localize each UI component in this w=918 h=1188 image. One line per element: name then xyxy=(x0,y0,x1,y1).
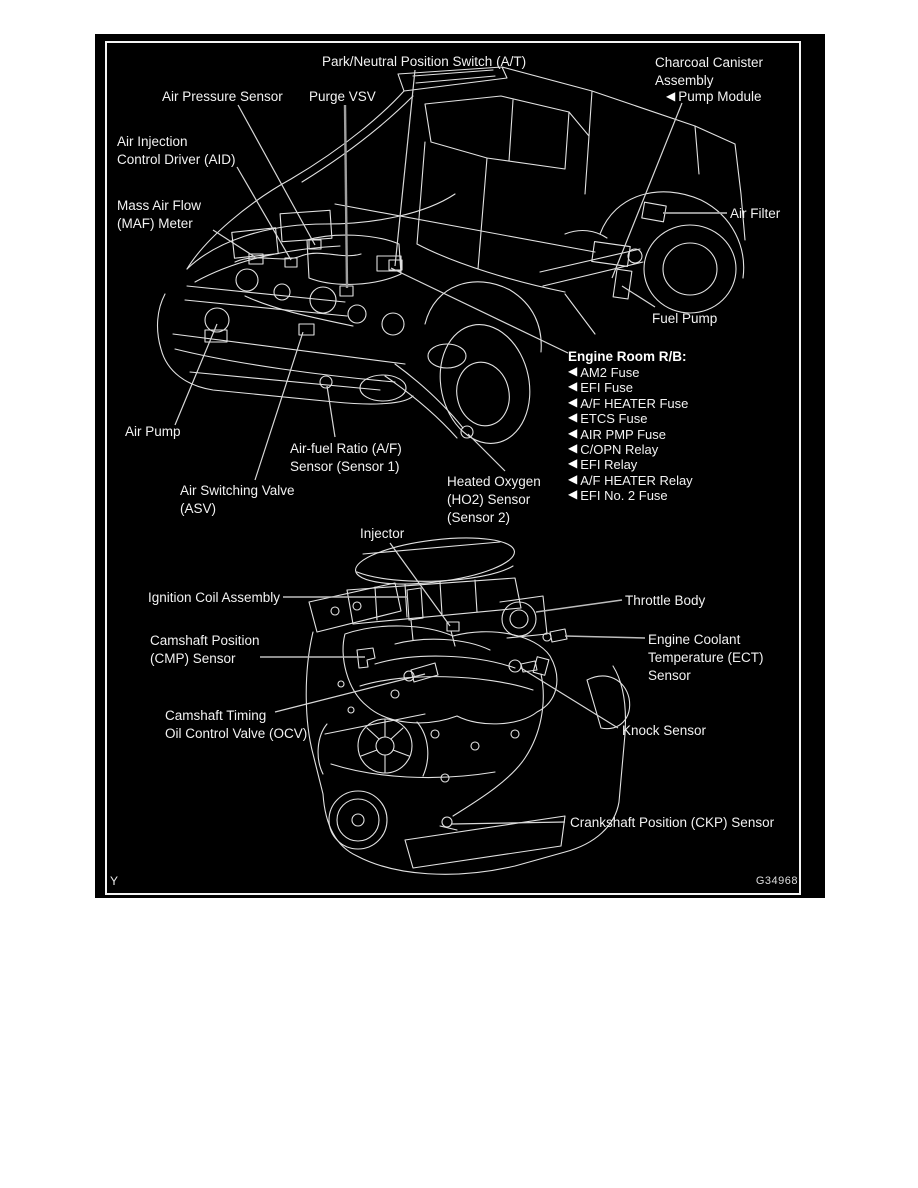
asv-part xyxy=(299,324,314,335)
ect-sensor-part xyxy=(550,629,567,642)
ignition-coil-part xyxy=(407,588,423,620)
rb-item-af-heater-relay: ◀ A/F HEATER Relay xyxy=(568,471,693,488)
leader-throttle-body xyxy=(536,600,622,612)
ocv-part xyxy=(411,663,438,682)
leader-ckp xyxy=(452,822,565,824)
label-purge-vsv: Purge VSV xyxy=(309,89,376,104)
left-pointer-icon: ◀ xyxy=(666,89,676,103)
label-knock-sensor: Knock Sensor xyxy=(622,723,707,738)
label-crankshaft-position-sensor: Crankshaft Position (CKP) Sensor xyxy=(570,815,775,830)
label-charcoal-canister-assembly: Charcoal Canister Assembly xyxy=(655,55,764,88)
corner-mark-y: Y xyxy=(110,874,119,888)
engine-room-rb-title: Engine Room R/B: xyxy=(568,349,687,364)
rb-item-am2-fuse: ◀ AM2 Fuse xyxy=(568,364,640,380)
leader-ho2 xyxy=(468,434,505,471)
leader-knock xyxy=(521,668,618,728)
label-air-injection-control-driver: Air Injection Control Driver (AID) xyxy=(117,134,236,167)
cmp-sensor-part xyxy=(357,648,375,668)
rb-item-efi-relay: ◀ EFI Relay xyxy=(568,456,638,473)
left-pointer-icon: ◀ xyxy=(568,425,578,440)
label-air-pressure-sensor: Air Pressure Sensor xyxy=(162,89,283,104)
rb-item-copn-relay: ◀ C/OPN Relay xyxy=(568,441,659,458)
rb-item-etcs-fuse: ◀ ETCS Fuse xyxy=(568,410,648,427)
label-fuel-pump: Fuel Pump xyxy=(652,311,718,326)
rb-item-air-pmp-fuse: ◀ AIR PMP Fuse xyxy=(568,425,666,442)
left-pointer-icon: ◀ xyxy=(568,456,578,471)
left-pointer-icon: ◀ xyxy=(568,471,578,486)
label-injector: Injector xyxy=(360,526,405,541)
rb-item-efi-fuse: ◀ EFI Fuse xyxy=(568,379,633,396)
label-air-pump: Air Pump xyxy=(125,424,181,439)
label-pump-module: ◀ Pump Module xyxy=(666,89,762,104)
throttle-body-part xyxy=(502,602,536,636)
label-park-neutral-position-switch: Park/Neutral Position Switch (A/T) xyxy=(322,54,527,69)
label-camshaft-position-sensor: Camshaft Position (CMP) Sensor xyxy=(150,633,260,666)
rb-item-af-heater-fuse: ◀ A/F HEATER Fuse xyxy=(568,394,689,411)
leader-ect xyxy=(565,636,645,638)
af-sensor-part xyxy=(320,376,332,388)
fuel-pump-part xyxy=(613,269,632,299)
ckp-sensor-part xyxy=(442,817,452,827)
leader-fuel-pump xyxy=(622,286,655,307)
air-pump-part xyxy=(205,308,229,332)
label-mass-air-flow-meter: Mass Air Flow (MAF) Meter xyxy=(117,198,202,231)
air-filter-part xyxy=(642,202,666,222)
left-pointer-icon: ◀ xyxy=(568,379,578,394)
label-engine-coolant-temperature-sensor: Engine Coolant Temperature (ECT) Sensor xyxy=(648,632,764,683)
diagram-black-panel xyxy=(95,34,825,898)
leader-engine-room-rb xyxy=(391,268,568,353)
leader-air-pressure xyxy=(238,105,315,245)
label-air-switching-valve: Air Switching Valve (ASV) xyxy=(180,483,295,516)
label-heated-oxygen-sensor: Heated Oxygen (HO2) Sensor (Sensor 2) xyxy=(447,474,541,525)
left-pointer-icon: ◀ xyxy=(568,410,578,425)
knock-sensor-part xyxy=(509,660,521,672)
leader-park-neutral xyxy=(395,70,415,266)
leader-af-sensor xyxy=(327,386,335,437)
left-pointer-icon: ◀ xyxy=(568,394,578,409)
left-pointer-icon: ◀ xyxy=(568,364,578,378)
figure-code: G34968 xyxy=(755,875,798,887)
label-ignition-coil-assembly: Ignition Coil Assembly xyxy=(148,590,281,605)
rb-item-efi-no2-fuse: ◀ EFI No. 2 Fuse xyxy=(568,487,668,504)
label-air-fuel-ratio-sensor: Air-fuel Ratio (A/F) Sensor (Sensor 1) xyxy=(290,441,402,474)
label-air-filter: Air Filter xyxy=(730,206,781,221)
leader-purge-vsv xyxy=(345,105,347,288)
left-pointer-icon: ◀ xyxy=(568,441,578,456)
label-throttle-body: Throttle Body xyxy=(625,593,706,608)
label-camshaft-timing-oil-control-valve: Camshaft Timing Oil Control Valve (OCV) xyxy=(165,708,308,741)
left-pointer-icon: ◀ xyxy=(568,487,578,502)
engine-room-rb-list xyxy=(568,348,693,504)
